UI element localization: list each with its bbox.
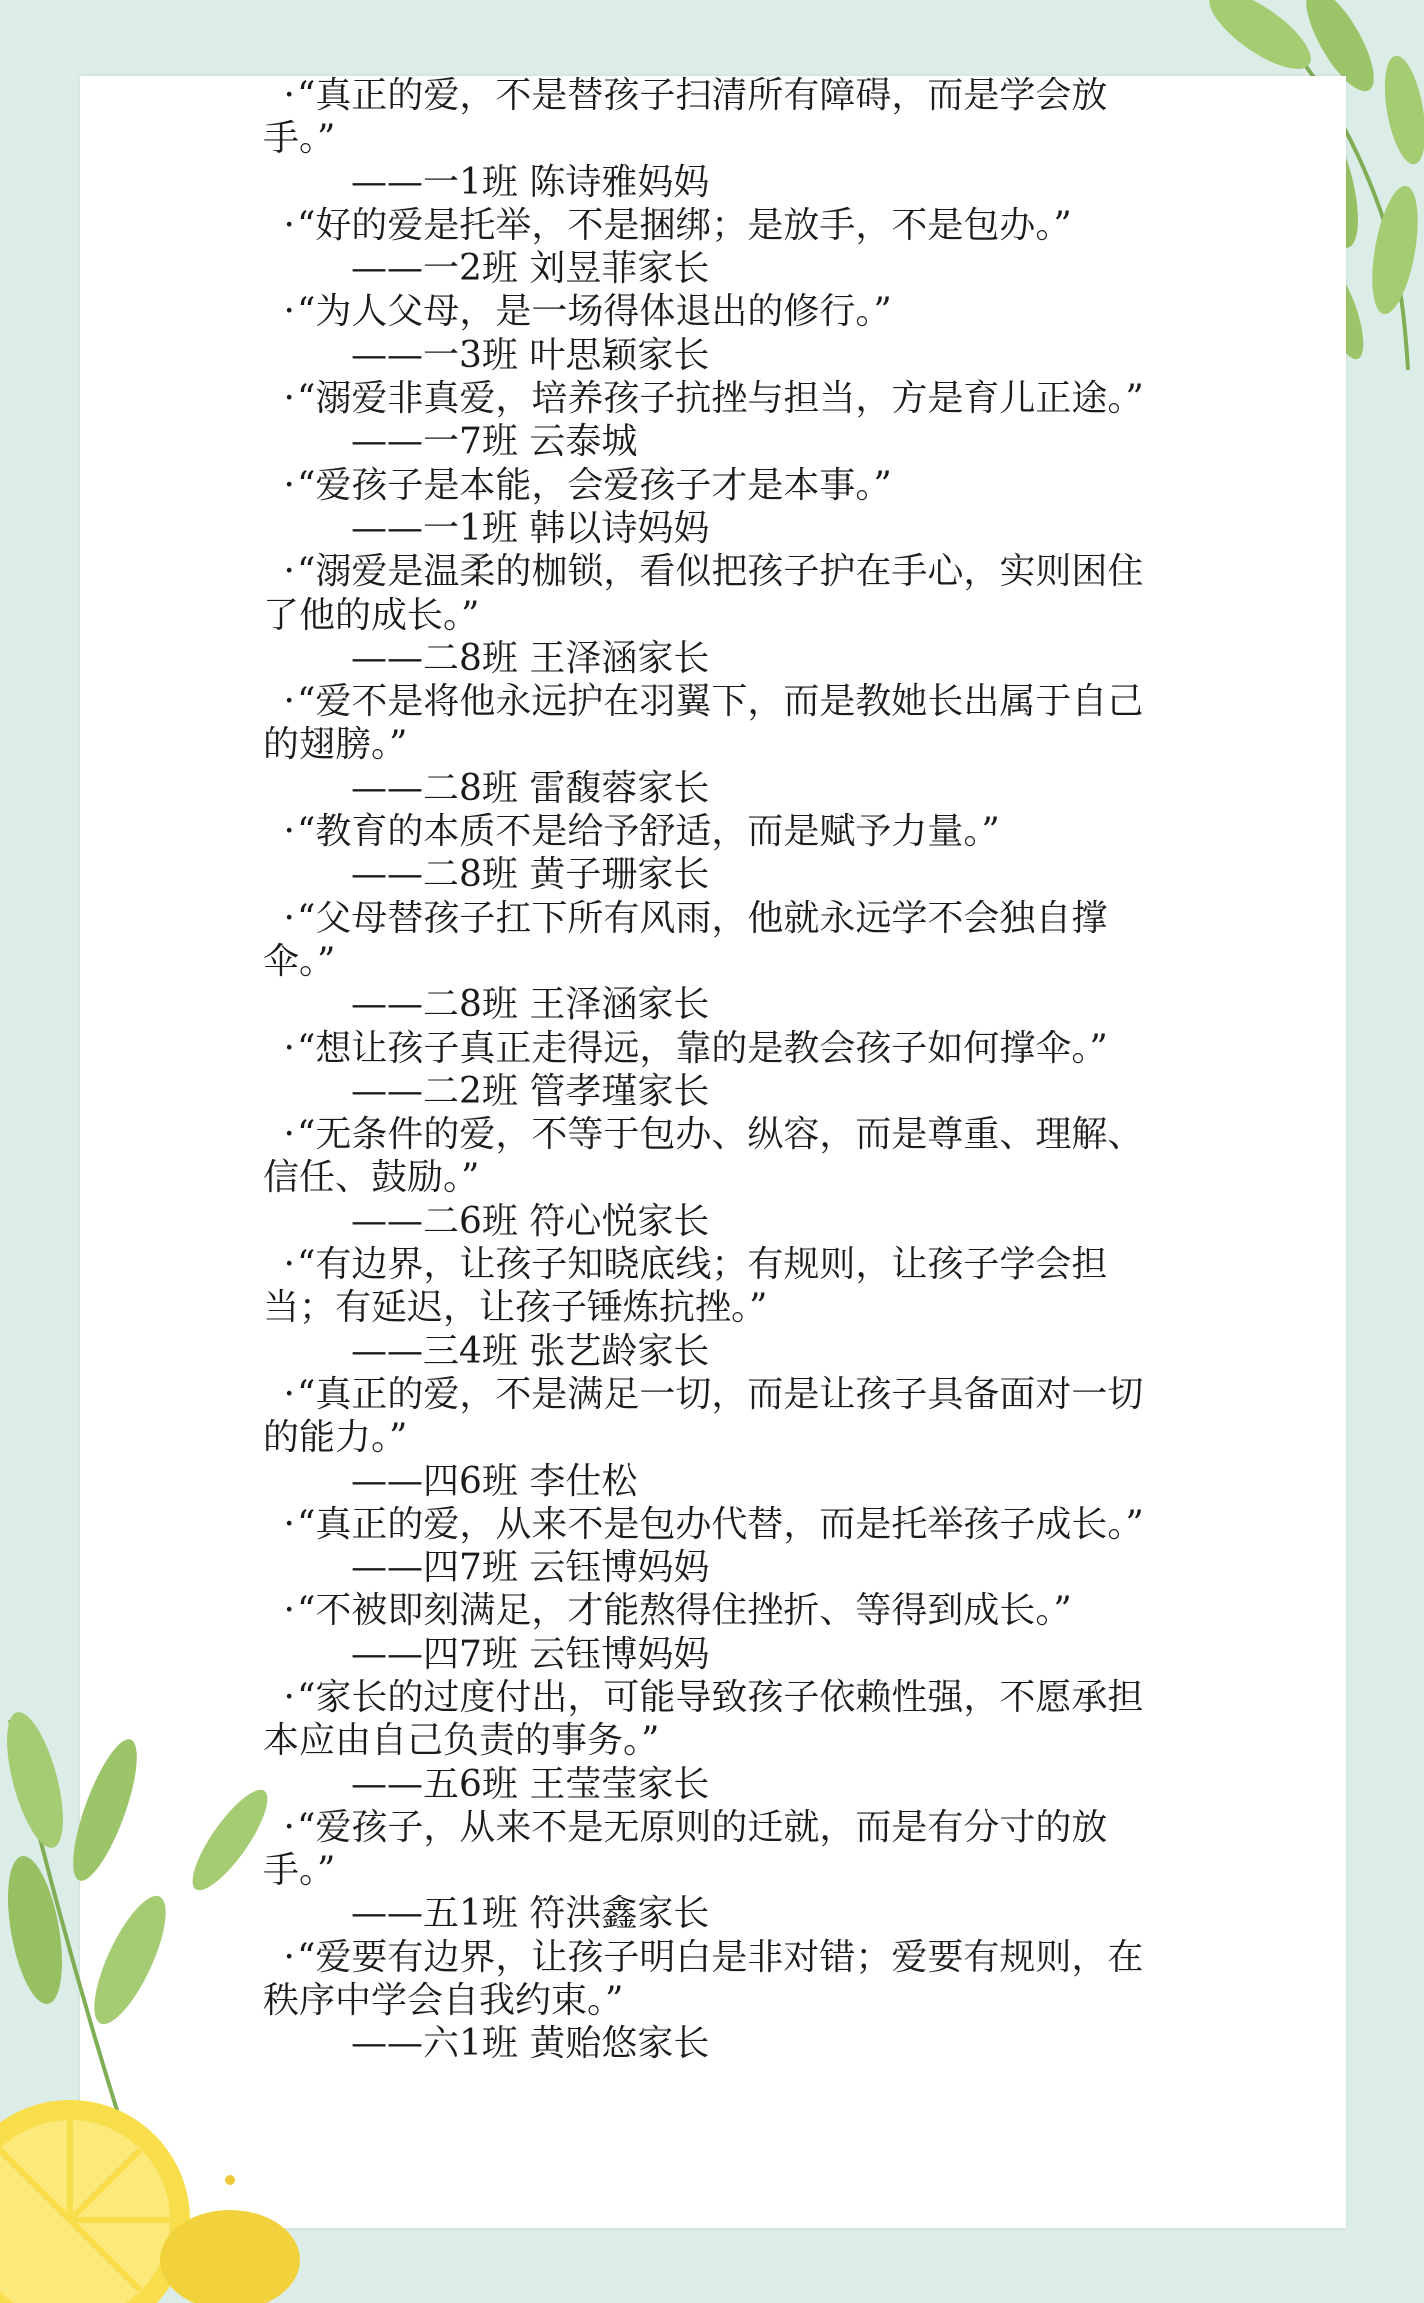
quote-author: ——一1班 陈诗雅妈妈 — [351, 161, 710, 203]
quote-body: “溺爱是温柔的枷锁，看似把孩子护在手心，实则困住了他的成长。” — [263, 551, 1144, 636]
bullet-icon: · — [283, 1936, 295, 1978]
bullet-icon: · — [283, 681, 295, 723]
bullet-icon: · — [283, 551, 295, 593]
bullet-icon: · — [283, 1676, 295, 1718]
quote-body: “教育的本质不是给予舒适，而是赋予力量。” — [297, 811, 1000, 853]
quote-text — [263, 1373, 1163, 1460]
quote-author: ——五6班 王莹莹家长 — [351, 1763, 710, 1805]
quote-author: ——二8班 王泽涵家长 — [351, 637, 710, 679]
quote-text — [263, 1936, 1163, 2023]
quote-body: “溺爱非真爱，培养孩子抗挫与担当，方是育儿正途。” — [297, 378, 1144, 420]
quote-text — [263, 1243, 1163, 1330]
quote-text — [263, 464, 1163, 507]
quote-body: “想让孩子真正走得远，靠的是教会孩子如何撑伞。” — [297, 1027, 1108, 1069]
quote-text — [263, 204, 1163, 247]
quote-text — [263, 290, 1163, 333]
quote-author: ——二2班 管孝瑾家长 — [351, 1070, 710, 1112]
quote-author: ——六1班 黄贻悠家长 — [351, 2023, 710, 2065]
quote-author: ——一1班 韩以诗妈妈 — [351, 507, 710, 549]
quote-author: ——二8班 黄子珊家长 — [351, 854, 710, 896]
bullet-icon: · — [283, 75, 295, 116]
quote-body: “家长的过度付出，可能导致孩子依赖性强，不愿承担本应由自己负责的事务。” — [263, 1676, 1144, 1762]
quote-text — [263, 1027, 1163, 1070]
bullet-icon: · — [283, 1806, 295, 1848]
quote-body: “爱孩子是本能，会爱孩子才是本事。” — [297, 464, 892, 506]
quote-body: “爱不是将他永远护在羽翼下，而是教她长出属于自己的翅膀。” — [263, 681, 1144, 766]
quote-author: ——二8班 王泽涵家长 — [351, 984, 710, 1026]
quote-text — [263, 377, 1163, 420]
bullet-icon: · — [283, 1373, 295, 1415]
quote-body: “真正的爱，从来不是包办代替，而是托举孩子成长。” — [297, 1503, 1144, 1545]
quote-body: “爱要有边界，让孩子明白是非对错；爱要有规则，在秩序中学会自我约束。” — [263, 1936, 1144, 2022]
quote-text — [263, 74, 1163, 161]
bullet-icon: · — [283, 204, 295, 246]
bullet-icon: · — [283, 1590, 295, 1632]
quote-text — [263, 1806, 1163, 1893]
bullet-icon: · — [283, 378, 295, 420]
quote-text — [263, 810, 1163, 853]
quote-body: “父母替孩子扛下所有风雨，他就永远学不会独自撑伞。” — [263, 897, 1108, 982]
quote-list — [263, 74, 1163, 2066]
quote-body: “有边界，让孩子知晓底线；有规则，让孩子学会担当；有延迟，让孩子锤炼抗挫。” — [263, 1244, 1108, 1329]
quote-author: ——四7班 云钰博妈妈 — [351, 1633, 710, 1675]
quote-text — [263, 1676, 1163, 1763]
quote-author: ——四7班 云钰博妈妈 — [351, 1547, 710, 1589]
bullet-icon: · — [283, 1027, 295, 1069]
quote-author: ——一2班 刘昱菲家长 — [351, 248, 710, 290]
quote-body: “真正的爱，不是满足一切，而是让孩子具备面对一切的能力。” — [263, 1373, 1144, 1459]
quote-text — [263, 680, 1163, 767]
quote-body: “真正的爱，不是替孩子扫清所有障碍，而是学会放手。” — [263, 75, 1108, 160]
bullet-icon: · — [283, 811, 295, 853]
bullet-icon: · — [283, 897, 295, 939]
quote-author: ——二8班 雷馥蓉家长 — [351, 767, 710, 809]
quote-author: ——一3班 叶思颖家长 — [351, 334, 710, 376]
bullet-icon: · — [283, 464, 295, 506]
quote-text — [263, 1113, 1163, 1200]
bullet-icon: · — [283, 1503, 295, 1545]
bullet-icon: · — [283, 1244, 295, 1286]
lemon-leaf-decoration — [0, 1700, 300, 2303]
bullet-icon: · — [283, 1114, 295, 1156]
quote-author: ——二6班 符心悦家长 — [351, 1200, 710, 1242]
quote-text — [263, 550, 1163, 637]
quote-author: ——四6班 李仕松 — [351, 1460, 638, 1502]
quote-text — [263, 1589, 1163, 1632]
quote-author: ——一7班 云泰城 — [351, 421, 638, 463]
quote-author: ——三4班 张艺龄家长 — [351, 1330, 710, 1372]
bullet-icon: · — [283, 291, 295, 333]
quote-body: “无条件的爱，不等于包办、纵容，而是尊重、理解、信任、鼓励。” — [263, 1114, 1144, 1199]
quote-body: “不被即刻满足，才能熬得住挫折、等得到成长。” — [297, 1590, 1072, 1632]
quote-body: “好的爱是托举，不是捆绑；是放手，不是包办。” — [297, 204, 1072, 246]
quote-body: “爱孩子，从来不是无原则的迁就，而是有分寸的放手。” — [263, 1806, 1108, 1892]
quote-text — [263, 1503, 1163, 1546]
quote-author: ——五1班 符洪鑫家长 — [351, 1893, 710, 1935]
quote-body: “为人父母，是一场得体退出的修行。” — [297, 291, 892, 333]
quote-text — [263, 897, 1163, 984]
